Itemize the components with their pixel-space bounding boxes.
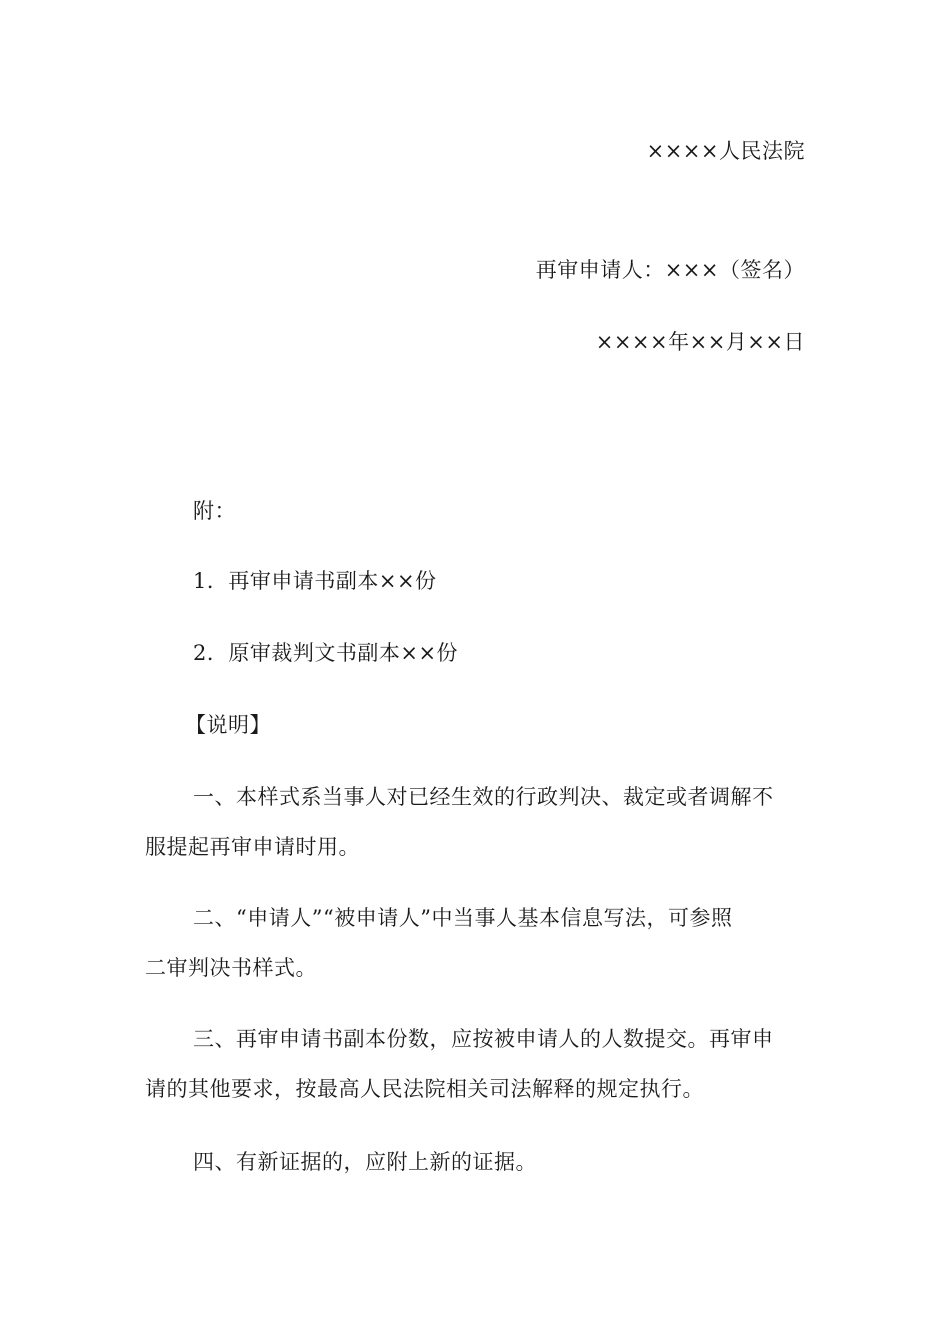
note-paragraph bbox=[145, 1148, 807, 1176]
attachments-heading: 附： bbox=[193, 499, 236, 523]
note-paragraph-line: 三、再审申请书副本份数，应按被申请人的人数提交。再审申 bbox=[193, 1027, 774, 1051]
note-paragraph-line: 请的其他要求，按最高人民法院相关司法解释的规定执行。 bbox=[145, 1077, 704, 1101]
note-paragraph-line: 服提起再审申请时用。 bbox=[145, 835, 360, 859]
note-paragraph-line: 二、“申请人”“被申请人”中当事人基本信息写法，可参照 bbox=[193, 906, 733, 930]
note-paragraph bbox=[145, 783, 807, 861]
document-date: ××××年××月××日 bbox=[595, 330, 805, 354]
attachment-item: 1．再审申请书副本××份 bbox=[193, 569, 437, 593]
court-name: ××××人民法院 bbox=[646, 139, 805, 163]
note-paragraph-line: 四、有新证据的，应附上新的证据。 bbox=[193, 1150, 537, 1174]
notes-heading: 【说明】 bbox=[185, 713, 271, 737]
attachment-item: 2．原审裁判文书副本××份 bbox=[193, 641, 459, 665]
applicant-signature: 再审申请人：×××（签名） bbox=[535, 258, 805, 282]
note-paragraph-line: 二审判决书样式。 bbox=[145, 956, 317, 980]
note-paragraph bbox=[145, 904, 807, 982]
note-paragraph bbox=[145, 1025, 807, 1103]
note-paragraph-line: 一、本样式系当事人对已经生效的行政判决、裁定或者调解不 bbox=[193, 785, 774, 809]
